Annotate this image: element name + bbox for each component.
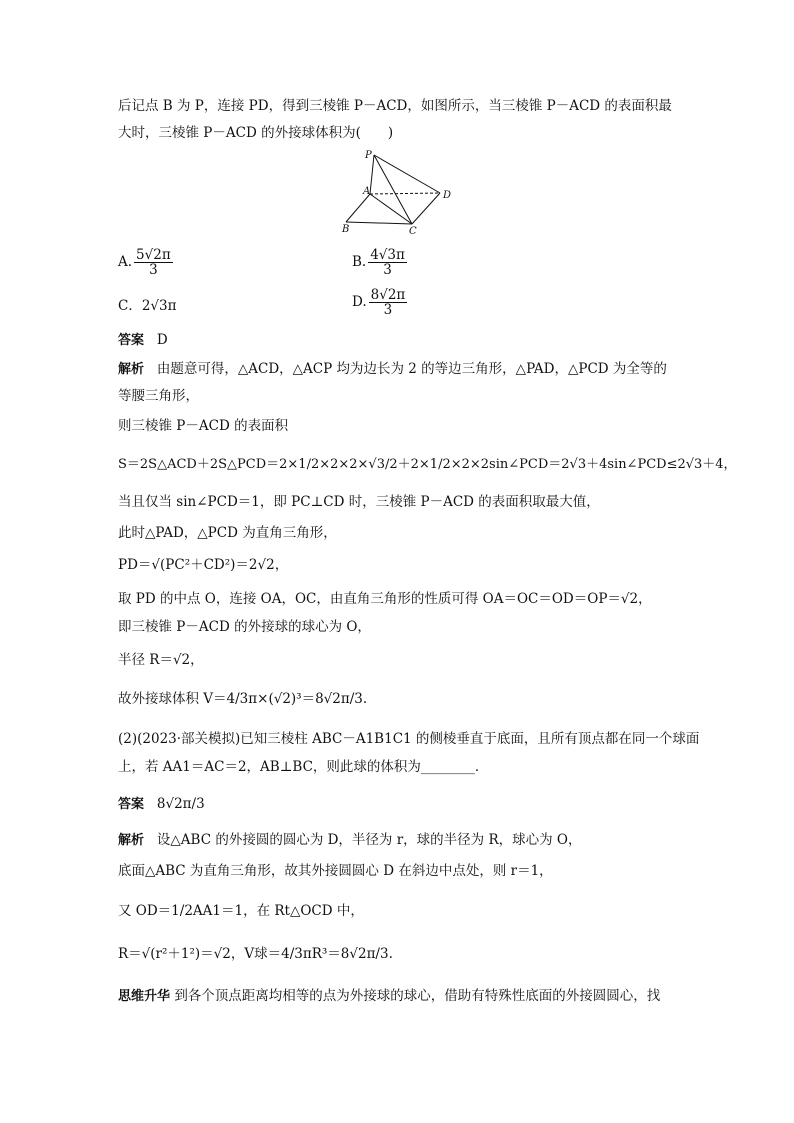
q1-radius: 半径 R＝√2， bbox=[118, 652, 204, 668]
q1-pd-formula: PD＝√(PC²＋CD²)＝2√2， bbox=[118, 557, 289, 573]
q2-analysis-line2: 底面△ABC 为直角三角形，故其外接圆圆心 D 在斜边中点处，则 r＝1， bbox=[118, 863, 553, 879]
option-b: B. $\frac{4√3\pi}{3}$ bbox=[352, 247, 405, 278]
q2-answer: 答案 8√2π/3 bbox=[118, 796, 205, 812]
label-c: C bbox=[409, 226, 417, 236]
label-d: D bbox=[443, 190, 452, 201]
q1-analysis-line3: 则三棱锥 P－ACD 的表面积 bbox=[118, 418, 289, 434]
option-a: A. $\frac{5√2\pi}{3}$ bbox=[118, 247, 171, 278]
q2-analysis-line3: 又 OD＝1/2AA1＝1，在 Rt△OCD 中， bbox=[118, 903, 364, 919]
q1-surface-area-formula: S＝2S△ACD＋2S△PCD＝2×1/2×2×2×√3/2＋2×1/2×2×2sin∠PCD＝2√3＋4sin∠PCD≤2√3＋4， bbox=[118, 457, 737, 472]
option-d: D. $\frac{8√2\pi}{3}$ bbox=[352, 287, 406, 318]
q1-line1: 后记点 B 为 P，连接 PD，得到三棱锥 P－ACD，如图所示，当三棱锥 P－ACD 的表面积最 bbox=[118, 98, 672, 114]
q1-analysis-line6: 此时△PAD，△PCD 为直角三角形， bbox=[118, 525, 337, 541]
q2-analysis-line1: 解析 设△ABC 的外接圆的圆心为 D，半径为 r，球的半径为 R，球心为 O， bbox=[118, 832, 582, 848]
q2-line2: 上，若 AA1＝AC＝2，AB⊥BC，则此球的体积为________． bbox=[118, 759, 489, 775]
q2-radius-volume: R＝√(r²＋1²)＝√2，V球＝4/3πR³＝8√2π/3. bbox=[118, 946, 393, 962]
option-c: C．2√3π bbox=[118, 298, 177, 314]
pyramid-figure bbox=[334, 146, 464, 236]
q1-line2: 大时，三棱锥 P－ACD 的外接球体积为( ) bbox=[118, 125, 394, 141]
q1-analysis-line1: 解析 由题意可得，△ACD，△ACP 均为边长为 2 的等边三角形，△PAD，△PCD 为全等的 bbox=[118, 361, 667, 377]
q1-analysis-line2: 等腰三角形， bbox=[118, 388, 199, 404]
q2-line1: (2)(2023·部关模拟)已知三棱柱 ABC－A1B1C1 的侧棱垂直于底面，且所有顶点都在同一个球面 bbox=[118, 731, 700, 747]
q1-answer: 答案 D bbox=[118, 332, 168, 348]
q1-analysis-line5: 当且仅当 sin∠PCD＝1，即 PC⊥CD 时，三棱锥 P－ACD 的表面积取最大值， bbox=[118, 494, 600, 510]
q1-analysis-line8: 取 PD 的中点 O，连接 OA，OC，由直角三角形的性质可得 OA＝OC＝OD＝OP＝√2， bbox=[118, 591, 652, 607]
label-a: A bbox=[363, 186, 371, 197]
summary: 思维升华 到各个顶点距离均相等的点为外接球的球心，借助有特殊性底面的外接圆圆心，找 bbox=[118, 988, 661, 1004]
label-p: P bbox=[365, 150, 372, 161]
label-b: B bbox=[342, 224, 350, 235]
q1-analysis-line9: 即三棱锥 P－ACD 的外接球的球心为 O， bbox=[118, 619, 371, 635]
q1-volume-formula: 故外接球体积 V＝4/3π×(√2)³＝8√2π/3. bbox=[118, 691, 368, 707]
